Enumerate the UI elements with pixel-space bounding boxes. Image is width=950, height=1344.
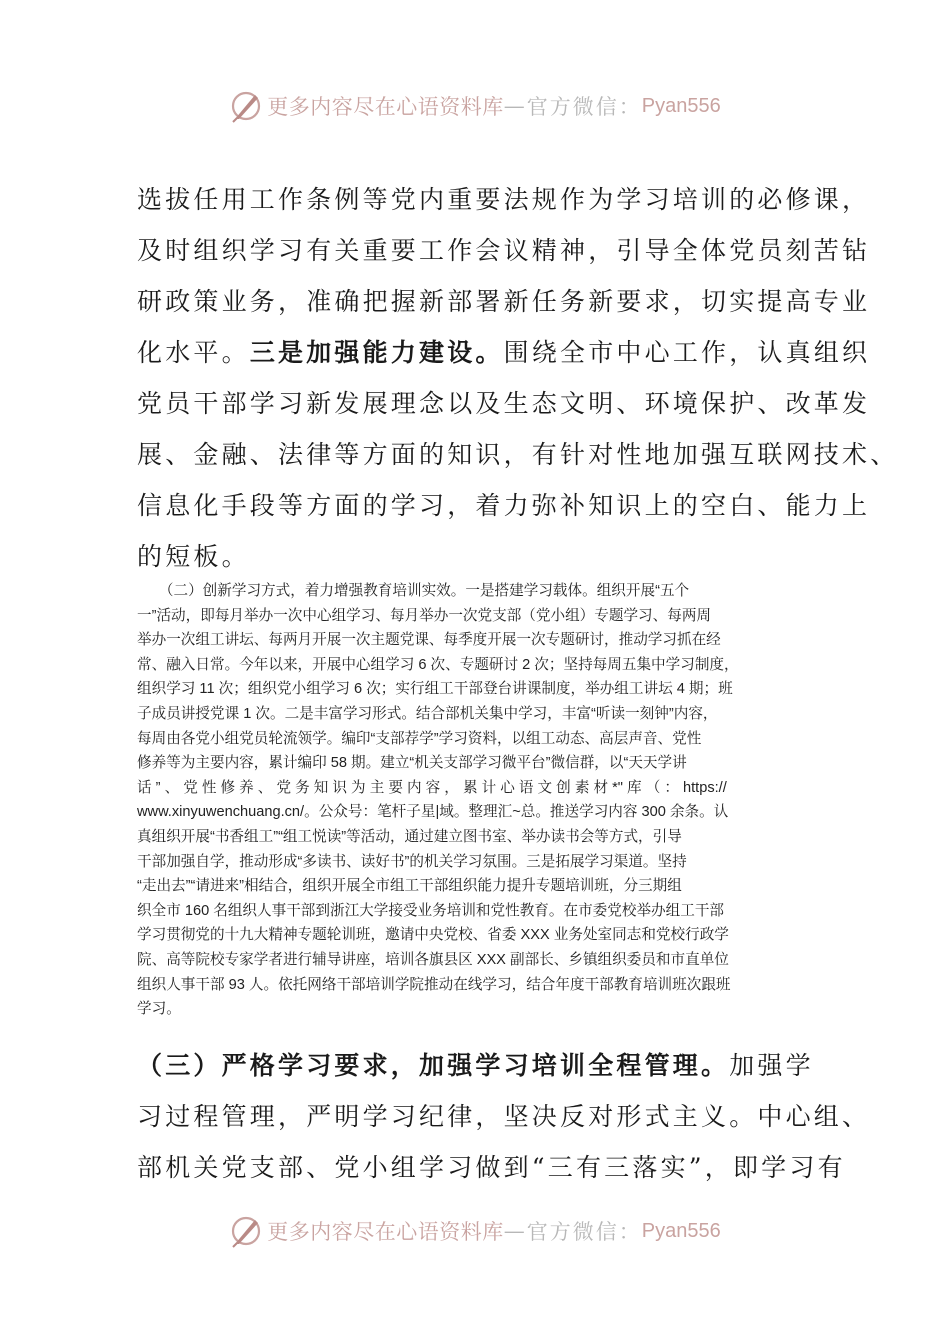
text-line: 选拔任用工作条例等党内重要法规作为学习培训的必修课，	[137, 185, 871, 214]
banner-wechat-id: Pyan556	[641, 94, 721, 117]
text-line: “走出去”“请进来”相结合，组织开展全市组工干部组织能力提升专题培训班，分三期组	[137, 878, 682, 895]
text-line: 学习。	[137, 1001, 181, 1018]
header-banner	[0, 86, 950, 126]
text-line: 每周由各党小组党员轮流领学。编印“支部荐学”学习资料，以组工动态、高层声音、党性	[137, 730, 702, 747]
text-line: www.xinyuwenchuang.cn/。公众号：笔杆子星|域。整理汇~总。推送学习内容 300 余条。认	[137, 804, 729, 821]
text-run: 围绕全市中心工作，认真组织	[503, 338, 871, 367]
footer-banner	[0, 1211, 950, 1251]
text-line: 习过程管理，严明学习纪律，坚决反对形式主义。中心组、	[137, 1102, 871, 1131]
text-line: 织全市 160 名组织人事干部到浙江大学接受业务培训和党性教育。在市委党校举办组工干部	[137, 902, 725, 919]
text-line: 组织学习 11 次；组织党小组学习 6 次；实行组工干部登台讲课制度，举办组工讲坛 4 期；班	[137, 681, 733, 698]
text-line: 举办一次组工讲坛、每两月开展一次主题党课、每季度开展一次专题研讨，推动学习抓在经	[137, 632, 721, 649]
banner-dash: —	[503, 1219, 527, 1243]
text-line: 党员干部学习新发展理念以及生态文明、环境保护、改革发	[137, 389, 871, 418]
text-line: 展、金融、法律等方面的知识，有针对性地加强互联网技术、	[137, 440, 899, 469]
text-line: 话 ” 、 党 性 修 养 、 党 务 知 识 为 主 要 内 容 ， 累 计 心 语 文 创 素 材 *" 库 （ ： https://	[137, 779, 727, 796]
text-line: 的短板。	[137, 542, 250, 571]
quill-logo-icon	[229, 89, 263, 123]
text-line	[137, 327, 871, 378]
text-line: 研政策业务，准确把握新部署新任务新要求，切实提高专业	[137, 287, 871, 316]
text-line: 学习贯彻党的十九大精神专题轮训班，邀请中央党校、省委 XXX 业务处室同志和党校行政学	[137, 927, 729, 944]
banner-wechat-id: Pyan556	[641, 1219, 721, 1242]
text-line: 组织人事干部 93 人。依托网络干部培训学院推动在线学习，结合年度干部教育培训班次跟班	[137, 976, 731, 993]
text-line: 常、融入日常。今年以来，开展中心组学习 6 次、专题研讨 2 次；坚持每周五集中学习制度，	[137, 656, 739, 673]
text-line: 子成员讲授党课 1 次。二是丰富学习形式。结合部机关集中学习，丰富“听读一刻钟”内容，	[137, 705, 718, 722]
paragraph-3	[137, 1040, 871, 1193]
text-line: 信息化手段等方面的学习，着力弥补知识上的空白、能力上	[137, 491, 871, 520]
text-line: 院、高等院校专家学者进行辅导讲座，培训各旗县区 XXX 副部长、乡镇组织委员和市直单位	[137, 951, 729, 968]
banner-text: 更多内容尽在心语资料库	[267, 95, 504, 119]
banner-text: 更多内容尽在心语资料库	[267, 1220, 504, 1244]
quill-logo-icon	[229, 1214, 263, 1248]
bold-heading: 三是加强能力建设。	[249, 338, 504, 367]
text-line: 一”活动，即每月举办一次中心组学习、每月举办一次党支部（党小组）专题学习、每两周	[137, 607, 712, 624]
banner-dash: —	[503, 94, 527, 118]
text-line: 及时组织学习有关重要工作会议精神，引导全体党员刻苦钻	[137, 236, 871, 265]
text-line: 干部加强自学，推动形成“多读书、读好书”的机关学习氛围。三是拓展学习渠道。坚持	[137, 853, 687, 870]
banner-wechat-label: 官方微信：	[526, 1220, 642, 1244]
text-run: 化水平。	[137, 338, 250, 367]
bold-heading: （三）严格学习要求，加强学习培训全程管理。	[137, 1051, 730, 1080]
paragraph-2	[137, 579, 825, 1022]
text-line: 部机关党支部、党小组学习做到“三有三落实”，即学习有	[137, 1153, 846, 1182]
text-line: 真组织开展“书香组工”“组工悦读”等活动，通过建立图书室、举办读书会等方式，引导	[137, 828, 682, 845]
banner-wechat-label: 官方微信：	[526, 95, 642, 119]
text-line: （二）创新学习方式，着力增强教育培训实效。一是搭建学习载体。组织开展“五个	[137, 583, 690, 599]
text-line	[137, 1040, 827, 1091]
paragraph-1	[137, 174, 899, 582]
text-run: 加强学	[729, 1051, 814, 1080]
text-line: 修养等为主要内容，累计编印 58 期。建立“机关支部学习微平台”微信群，以“天天学讲	[137, 755, 687, 772]
